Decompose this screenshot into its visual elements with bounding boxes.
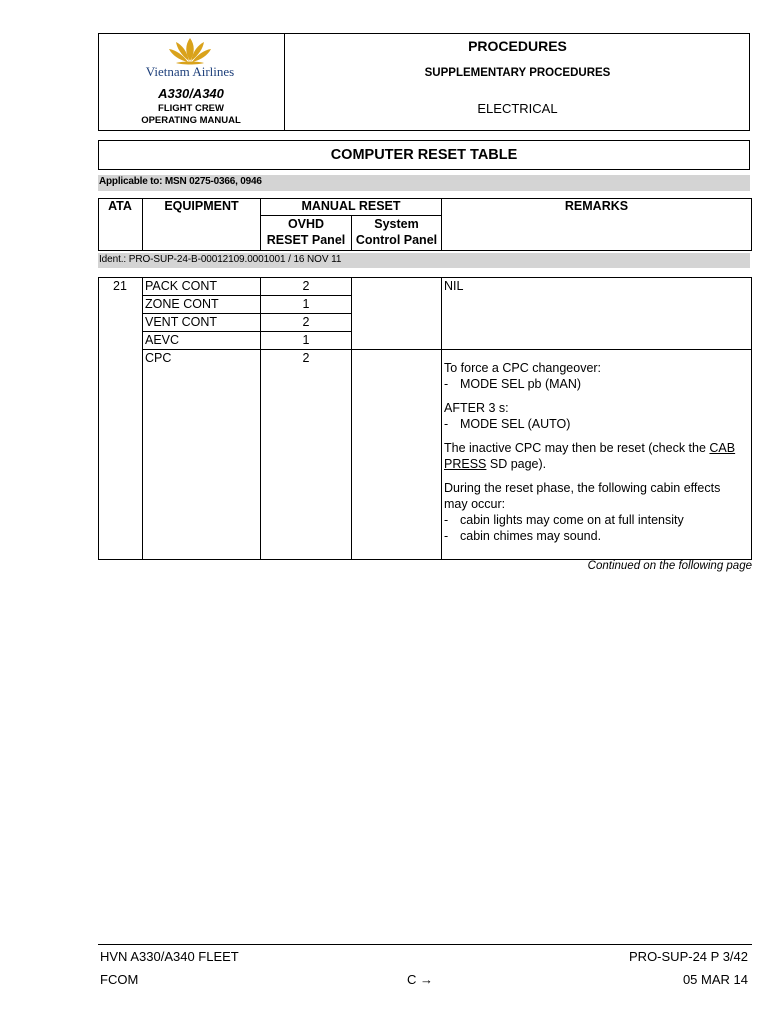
system-line2: Control Panel (355, 233, 438, 247)
dash: - (444, 377, 449, 391)
equipment-cell: CPC (145, 351, 172, 365)
airline-logo (114, 36, 266, 84)
equipment-cell: VENT CONT (145, 315, 217, 329)
remarks-nil: NIL (444, 279, 464, 293)
column-header-system-control (352, 216, 441, 248)
ident-text: Ident.: PRO-SUP-24-B-00012109.0001001 / 16 NOV 11 (99, 254, 342, 265)
table-title: COMPUTER RESET TABLE (98, 140, 750, 170)
remarks-effect1: cabin lights may come on at full intensity (460, 513, 684, 527)
equipment-cell: AEVC (145, 333, 180, 347)
remarks-list-item (444, 528, 744, 544)
column-header-remarks: REMARKS (564, 199, 629, 213)
remarks-after: AFTER 3 s: (444, 401, 509, 415)
ovhd-line2: RESET Panel (266, 233, 346, 247)
cab-press-link[interactable]: PRESS (444, 457, 487, 471)
remarks-inactive (444, 440, 744, 472)
footer-page-ref: PRO-SUP-24 P 3/42 (629, 949, 748, 964)
ovhd-cell: 2 (302, 315, 310, 329)
equipment-cell: PACK CONT (145, 279, 217, 293)
remarks-inactive-text: The inactive CPC may then be reset (check the (444, 441, 710, 455)
system-line1: System (374, 217, 419, 231)
lotus-icon (114, 36, 266, 66)
footer-doc: FCOM (100, 972, 139, 987)
applicability-text: Applicable to: MSN 0275-0366, 0946 (99, 176, 262, 187)
remarks-reset-phase: During the reset phase, the following cabin effects may occur: (444, 481, 721, 511)
chapter-title: PROCEDURES (468, 38, 567, 54)
column-header-equipment: EQUIPMENT (164, 199, 239, 213)
aircraft-model: A330/A340 (158, 86, 224, 101)
remarks-cpc-intro: To force a CPC changeover: (444, 361, 602, 375)
footer-change-mark: C → (407, 972, 433, 987)
remarks-list-item (444, 512, 744, 528)
manual-title (98, 103, 284, 127)
footer-fleet: HVN A330/A340 FLEET (100, 949, 239, 964)
ovhd-cell: 2 (302, 351, 310, 365)
ata-cell: 21 (113, 279, 127, 293)
section-title: ELECTRICAL (477, 101, 558, 116)
remarks-step2: MODE SEL (AUTO) (460, 417, 571, 431)
remarks-list-item (444, 376, 744, 392)
remarks-step1: MODE SEL pb (MAN) (460, 377, 582, 391)
cab-press-link[interactable]: CAB (709, 441, 736, 455)
continued-note: Continued on the following page (587, 560, 752, 572)
footer-date: 05 MAR 14 (682, 972, 748, 987)
ovhd-cell: 1 (302, 333, 310, 347)
subchapter-title: SUPPLEMENTARY PROCEDURES (424, 67, 611, 79)
dash: - (444, 417, 449, 431)
remarks-list-item (444, 416, 744, 432)
column-header-manual-reset: MANUAL RESET (301, 199, 401, 213)
footer-divider (98, 944, 752, 945)
manual-title-line1: FLIGHT CREW (158, 103, 224, 114)
ovhd-cell: 2 (302, 279, 310, 293)
column-header-ovhd (261, 216, 351, 248)
ovhd-cell: 1 (302, 297, 310, 311)
airline-name: Vietnam Airlines (145, 64, 235, 79)
remarks-effect2: cabin chimes may sound. (460, 529, 602, 543)
dash: - (444, 513, 449, 527)
column-header-ata: ATA (108, 199, 132, 213)
equipment-cell: ZONE CONT (145, 297, 219, 311)
dash: - (444, 529, 449, 543)
manual-title-line2: OPERATING MANUAL (141, 115, 241, 126)
remarks-cpc (444, 360, 744, 552)
ovhd-line1: OVHD (287, 217, 325, 231)
remarks-inactive-text: SD page). (486, 457, 547, 471)
